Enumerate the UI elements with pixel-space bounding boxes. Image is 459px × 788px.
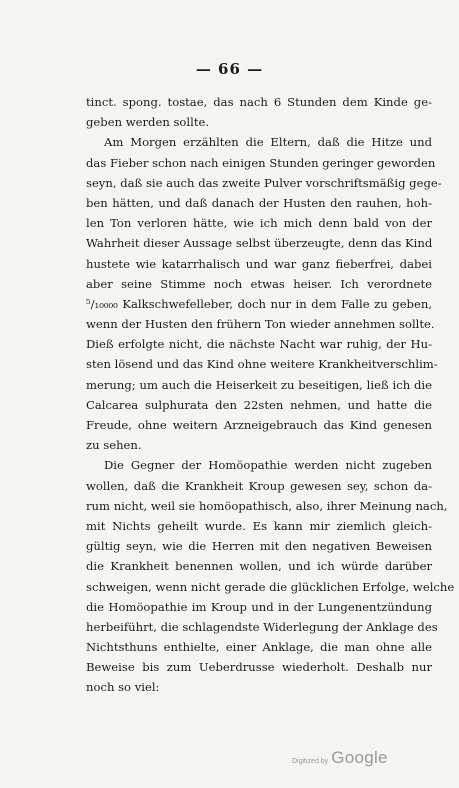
text-line: tinct. spong. tostae, das nach 6 Stunden dem Kinde ge-: [86, 95, 432, 109]
text-line: ben hätten, und daß danach der Husten den rauhen, hoh-: [86, 195, 432, 210]
text-line: wenn der Husten den frühern Ton wieder annehmen sollte.: [86, 317, 435, 332]
text-line: Beweise bis zum Ueberdrusse wiederholt. Deshalb nur: [86, 660, 432, 675]
body-text: [86, 92, 455, 698]
page-number: — 66 —: [195, 60, 264, 78]
text-line: Die Gegner der Homöopathie werden nicht zugeben: [104, 458, 432, 473]
text-line: Dieß erfolgte nicht, die nächste Nacht war ruhig, der Hu-: [86, 337, 432, 352]
text-line: rum nicht, weil sie homöopathisch, also, ihrer Meinung nach,: [86, 498, 448, 513]
text-line: noch so viel:: [86, 680, 160, 695]
text-line: wollen, daß die Krankheit Kroup gewesen sey, schon da-: [86, 478, 432, 493]
text-line: schweigen, wenn nicht gerade die glücklichen Erfolge, welche: [86, 579, 455, 594]
digitized-by-google-watermark: [292, 748, 388, 768]
google-logo: Google: [331, 748, 388, 767]
text-line: seyn, daß sie auch das zweite Pulver vorschriftsmäßig gege-: [86, 175, 442, 190]
text-line: sten lösend und das Kind ohne weitere Krankheitverschlim-: [86, 357, 438, 372]
text-line: Freude, ohne weitern Arzneigebrauch das Kind genesen: [86, 418, 432, 432]
text-line: Nichtsthuns enthielte, einer Anklage, die man ohne alle: [86, 640, 432, 655]
text-line: Am Morgen erzählten die Eltern, daß die Hitze und: [104, 135, 432, 150]
text-line: herbeiführt, die schlagendste Widerlegung der Anklage des: [86, 619, 438, 634]
digitized-label: Digitized by: [292, 758, 329, 765]
text-line: len Ton verloren hätte, wie ich mich denn bald von der: [86, 216, 432, 231]
text-line: Calcarea sulphurata den 22sten nehmen, und hatte die: [86, 397, 432, 412]
text-line: Wahrheit dieser Aussage selbst überzeugte, denn das Kind: [86, 236, 433, 251]
text-line: die Homöopathie im Kroup und in der Lungenentzündung: [86, 599, 432, 614]
text-line: gültig seyn, wie die Herren mit den negativen Beweisen: [86, 539, 432, 554]
text-line: die Krankheit benennen wollen, und ich würde darüber: [86, 559, 432, 574]
text-line: das Fieber schon nach einigen Stunden geringer geworden: [86, 155, 436, 170]
text-line: ⁵/₁₀₀₀₀ Kalkschwefelleber, doch nur in dem Falle zu geben,: [86, 296, 432, 311]
text-line: hustete wie katarrhalisch und war ganz fieberfrei, dabei: [86, 256, 432, 271]
text-line: geben werden sollte.: [86, 115, 210, 130]
text-line: mit Nichts geheilt wurde. Es kann mir ziemlich gleich-: [86, 518, 432, 533]
text-line: zu sehen.: [86, 438, 142, 453]
text-line: merung; um auch die Heiserkeit zu beseitigen, ließ ich die: [86, 377, 432, 392]
text-line: aber seine Stimme noch etwas heiser. Ich verordnete: [86, 276, 432, 291]
